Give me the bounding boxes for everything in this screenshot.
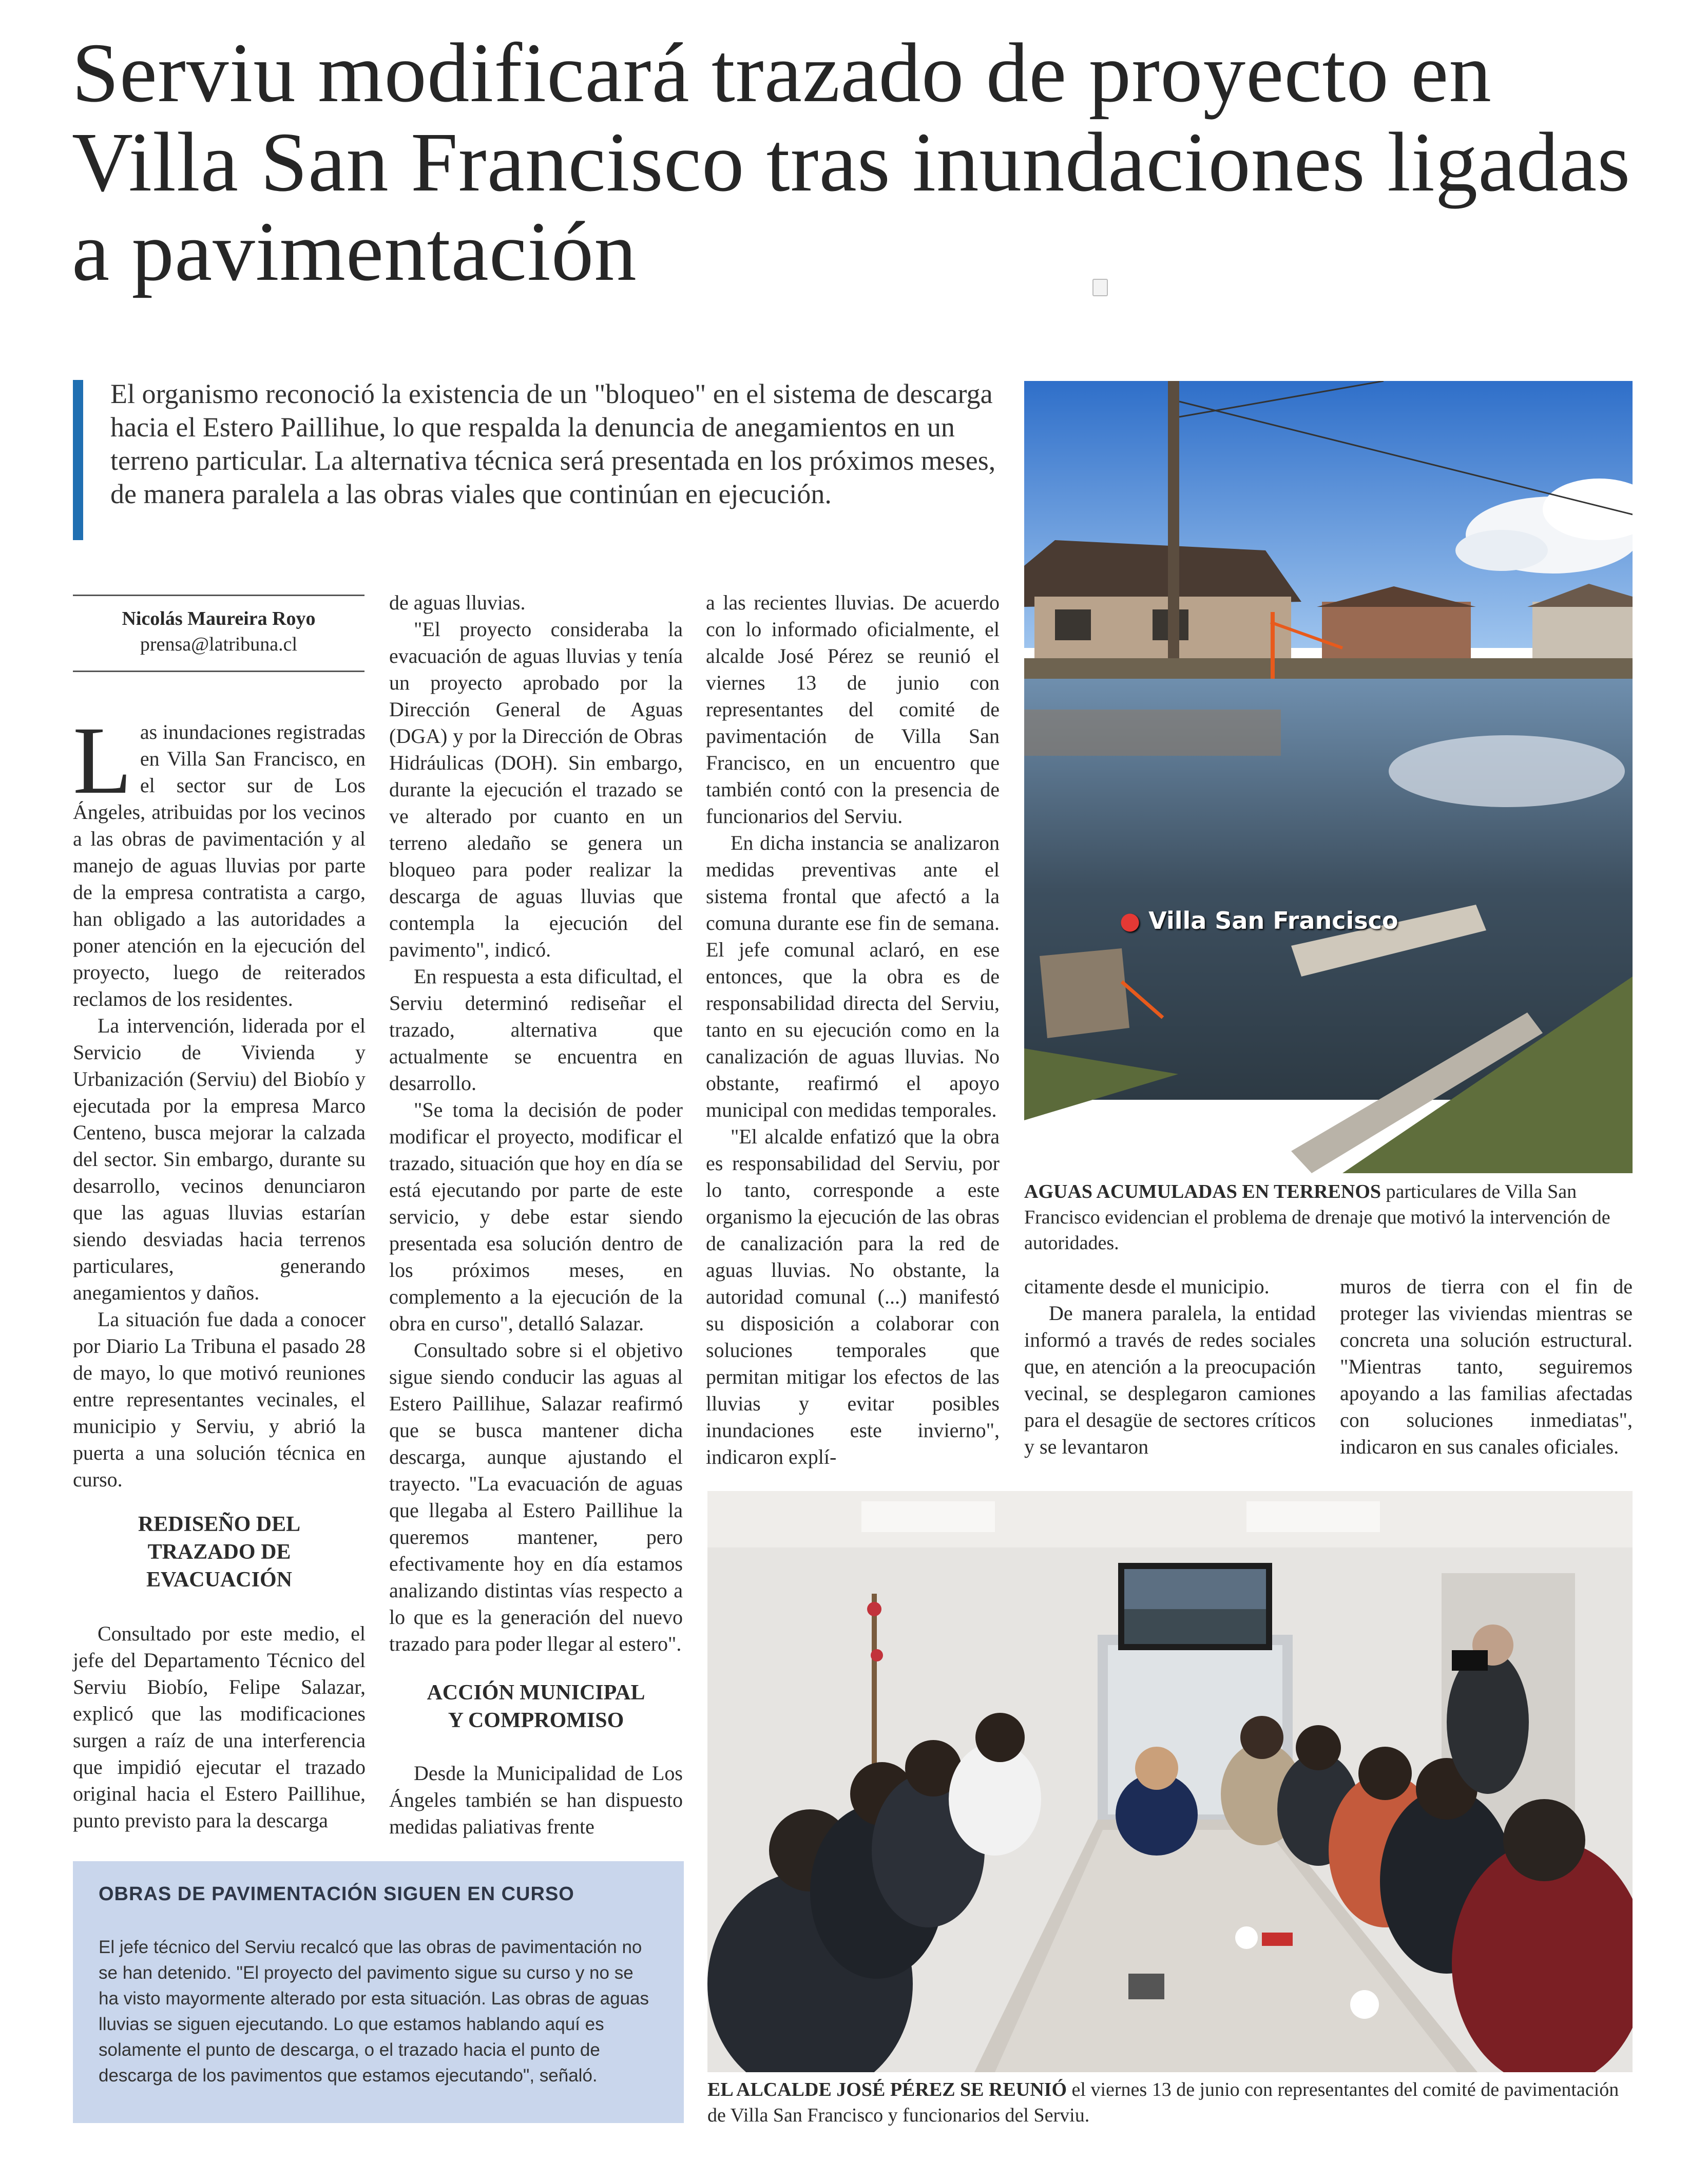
subhead-accion-municipal: ACCIÓN MUNICIPAL Y COMPROMISO bbox=[427, 1681, 645, 1732]
caption-1-rest: particulares de Villa San Francisco evidencian el problema de drenaje que motivó la intervención de autoridades. bbox=[1024, 1181, 1610, 1254]
col2-paragraph-3: "Se toma la decisión de poder modificar el proyecto, modificar el trazado, situación que hoy en día se está ejecutando por parte de este servicio, y debe estar siendo presentada esa solución dentro de los próximos meses, en complemento a la ejecución de la obra en curso", detalló Salazar. bbox=[389, 1098, 683, 1335]
flood-photo bbox=[1024, 381, 1633, 1173]
column-3 bbox=[706, 589, 1000, 1470]
col4-paragraph-0: citamente desde el municipio. bbox=[1024, 1275, 1270, 1298]
column-2 bbox=[389, 589, 683, 1840]
col3-paragraph-0: a las recientes lluvias. De acuerdo con lo informado oficialmente, el alcalde José Pérez se reunió el viernes 13 de junio con representantes del comité de pavimentación de Villa San Francisco, en un encuentro que también contó con la presencia de funcionarios del Serviu. bbox=[706, 591, 1000, 828]
lead-accent-bar bbox=[73, 380, 83, 540]
col1-paragraph-3: La situación fue dada a conocer por Diario La Tribuna el pasado 28 de mayo, lo que motivó reuniones entre representantes vecinales, el municipio y Serviu, y abrió la puerta a una solución técnica en curso. bbox=[73, 1308, 366, 1491]
col4-paragraph-1: De manera paralela, la entidad informó a través de redes sociales que, en atención a la preocupación vecinal, se desplegaron camiones para el desagüe de sectores críticos y se levantaron bbox=[1024, 1302, 1316, 1458]
column-1 bbox=[73, 706, 366, 1834]
col2-paragraph-4: Consultado sobre si el objetivo sigue siendo conducir las aguas al Estero Paillihue, Salazar reafirmó que se busca mantener dicha descarga, aunque ajustando el trayecto. "La evacuación de aguas que llegaba al Estero Paillihue la queremos mantener, pero efectivamente hoy en día estamos analizando distintas vías respecto a lo que es la generación del nuevo trazado para poder llegar al estero". bbox=[389, 1339, 683, 1655]
column-5 bbox=[1340, 1273, 1633, 1460]
col1-paragraph-2: La intervención, liderada por el Servicio de Vivienda y Urbanización (Serviu) del Biobío y ejecutada por la empresa Marco Centeno, busca mejorar la calzada del sector. Sin embargo, durante su desarrollo, vecinos denunciaron que las aguas lluvias estarían siendo desviadas hacia terrenos particulares, generando anegamientos y daños. bbox=[73, 1014, 366, 1304]
meeting-photo bbox=[707, 1491, 1633, 2072]
col3-paragraph-1: En dicha instancia se analizaron medidas preventivas ante el sistema frontal que afectó a la comuna durante ese fin de semana. El jefe comunal aclaró, en ese entonces, que la obra es de responsabilidad directa del Serviu, tanto en su ejecución como en la canalización de aguas lluvias. No obstante, reafirmó el apoyo municipal con medidas temporales. bbox=[706, 831, 1000, 1121]
lead-paragraph: El organismo reconoció la existencia de un "bloqueo" en el sistema de descarga hacia el Estero Paillihue, lo que respalda la denuncia de anegamientos en un terreno particular. La alternativa técnica será presentada en los próximos meses, de manera paralela a las obras viales que continúan en ejecución. bbox=[110, 378, 996, 509]
byline-top-rule bbox=[73, 595, 364, 596]
col1-paragraph-1: as inundaciones registradas en Villa San Francisco, en el sector sur de Los Ángeles, atribuidas por los vecinos a las obras de pavimentación y al manejo de aguas lluvias por parte de la empresa contratista a cargo, han obligado a las autoridades a poner atención en la ejecución del proyecto, luego de reiterados reclamos de los residentes. bbox=[73, 720, 366, 1010]
location-pin-icon: ● bbox=[1120, 907, 1141, 934]
caption-1-bold: AGUAS ACUMULADAS EN TERRENOS bbox=[1024, 1181, 1381, 1202]
byline bbox=[73, 606, 364, 657]
sidebar-box-title: OBRAS DE PAVIMENTACIÓN SIGUEN EN CURSO bbox=[99, 1883, 574, 1905]
col3-paragraph-2: "El alcalde enfatizó que la obra es responsabilidad del Serviu, por lo tanto, corresponde a este organismo la ejecución de las obras de canalización para la red de aguas lluvias. No obstante, la autoridad comunal (...) manifestó su disposición a colaborar con soluciones temporales que permitan mitigar los efectos de las lluvias y evitar posibles inundaciones este invierno", indicaron explí- bbox=[706, 1125, 1000, 1468]
meeting-photo-caption bbox=[707, 2077, 1632, 2128]
col5-paragraph-0: muros de tierra con el fin de proteger las viviendas mientras se concreta una solución estructural. "Mientras tanto, seguiremos apoyando a las familias afectadas con soluciones inmediatas", indicaron en sus canales oficiales. bbox=[1340, 1275, 1633, 1458]
sidebar-box-text: El jefe técnico del Serviu recalcó que las obras de pavimentación no se han detenido. "El proyecto del pavimento sigue su curso y no se ha visto mayormente alterado por esta situación. Las obras de aguas lluvias se siguen ejecutando. Lo que estamos hablando aquí es solamente el punto de descarga, o el trazado hacia el punto de descarga de los pavimentos que estamos ejecutando", señaló. bbox=[99, 1937, 649, 2086]
col2-paragraph-5: Desde la Municipalidad de Los Ángeles también se han dispuesto medidas paliativas frente bbox=[389, 1762, 683, 1838]
caption-2-bold: EL ALCALDE JOSÉ PÉREZ SE REUNIÓ bbox=[707, 2079, 1067, 2100]
note-icon bbox=[1092, 279, 1108, 296]
author-name: Nicolás Maureira Royo bbox=[122, 608, 316, 629]
caption-2-rest: el viernes 13 de junio con representantes del comité de pavimentación de Villa San Francisco y funcionarios del Serviu. bbox=[707, 2079, 1619, 2126]
col2-paragraph-1: "El proyecto consideraba la evacuación de aguas lluvias y tenía un proyecto aprobado por la Dirección General de Aguas (DGA) y por la Dirección de Obras Hidráulicas (DOH). Sin embargo, durante la ejecución el trazado se ve alterado por cuanto en un terreno aledaño se genera un bloqueo para poder realizar la descarga de aguas lluvias que contempla la ejecución del pavimento", indicó. bbox=[389, 618, 683, 961]
col2-paragraph-2: En respuesta a esta dificultad, el Serviu determinó rediseñar el trazado, alternativa que actualmente se encuentra en desarrollo. bbox=[389, 965, 683, 1095]
photo-location-label bbox=[1120, 907, 1398, 934]
headline: Serviu modificará trazado de proyecto en Villa San Francisco tras inundaciones ligadas a pavimentación bbox=[72, 26, 1631, 298]
col2-paragraph-0: de aguas lluvias. bbox=[389, 591, 526, 614]
col1-paragraph-4: Consultado por este medio, el jefe del Departamento Técnico del Serviu Biobío, Felipe Salazar, explicó que las modificaciones surgen a raíz de una interferencia que impidió ejecutar el trazado original hacia el Estero Paillihue, punto previsto para la descarga bbox=[73, 1622, 366, 1832]
location-label-text: Villa San Francisco bbox=[1148, 907, 1398, 934]
byline-bottom-rule bbox=[73, 671, 364, 672]
author-email: prensa@latribuna.cl bbox=[140, 634, 298, 655]
flood-photo-caption bbox=[1024, 1179, 1615, 1256]
drop-cap: L bbox=[73, 706, 132, 814]
subhead-rediseno: REDISEÑO DEL TRAZADO DE EVACUACIÓN bbox=[138, 1513, 301, 1592]
column-4 bbox=[1024, 1273, 1316, 1460]
